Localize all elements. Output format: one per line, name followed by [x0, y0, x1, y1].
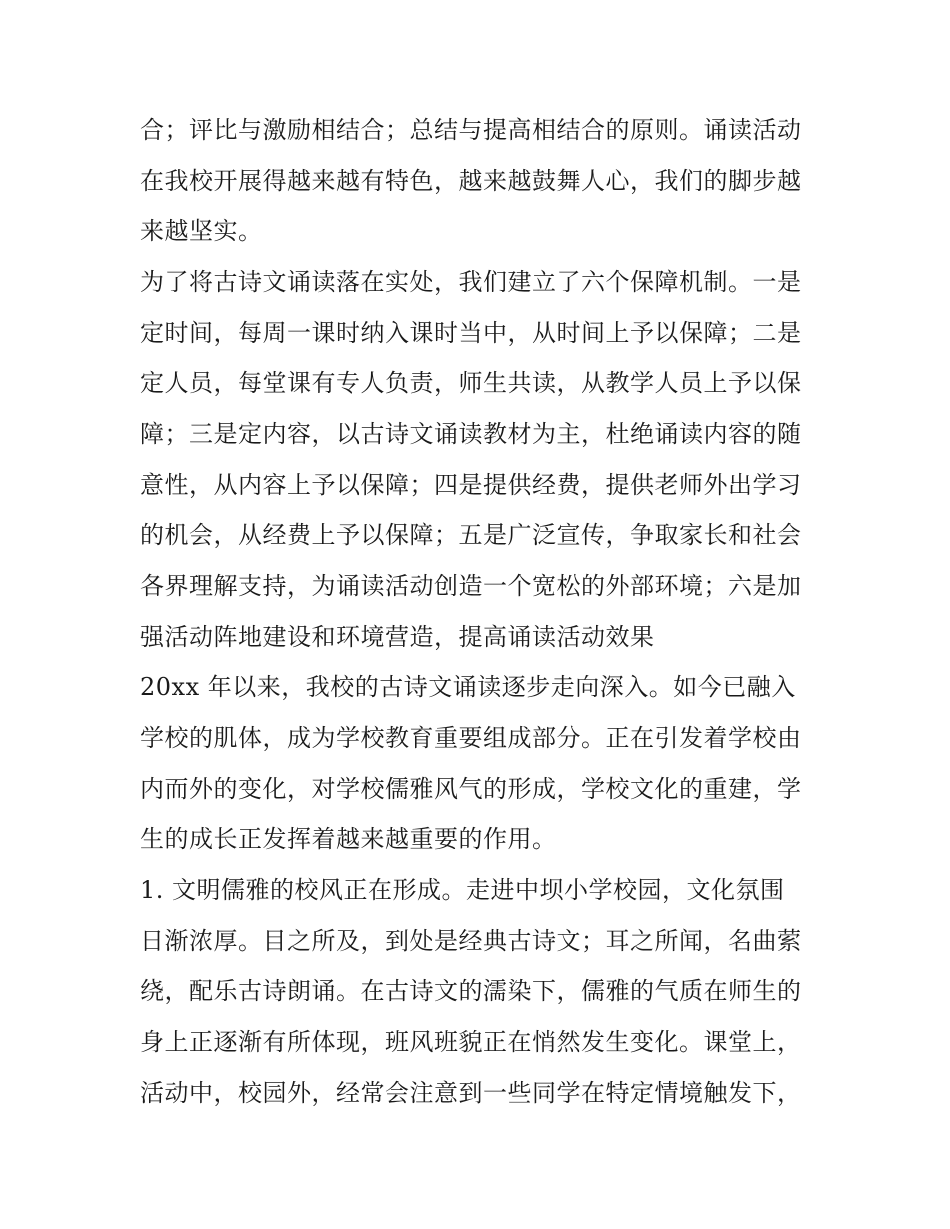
text-line: 日渐浓厚。目之所及，到处是经典古诗文；耳之所闻，名曲萦 — [140, 927, 802, 955]
text-line: 的机会，从经费上予以保障；五是广泛宣传，争取家长和社会 — [140, 521, 802, 549]
text-line: 各界理解支持，为诵读活动创造一个宽松的外部环境；六是加 — [140, 572, 802, 600]
text-line: 1. 文明儒雅的校风正在形成。走进中坝小学校园，文化氛围 — [140, 876, 785, 904]
text-line: 来越坚实。 — [140, 217, 263, 245]
text-line: 意性，从内容上予以保障；四是提供经费，提供老师外出学习 — [140, 471, 802, 499]
text-line: 为了将古诗文诵读落在实处，我们建立了六个保障机制。一是 — [140, 268, 802, 296]
text-line: 生的成长正发挥着越来越重要的作用。 — [140, 825, 557, 853]
text-line: 绕，配乐古诗朗诵。在古诗文的濡染下，儒雅的气质在师生的 — [140, 977, 802, 1005]
text-line: 在我校开展得越来越有特色，越来越鼓舞人心，我们的脚步越 — [140, 167, 802, 195]
text-line: 障；三是定内容，以古诗文诵读教材为主，杜绝诵读内容的随 — [140, 420, 802, 448]
text-line: 活动中，校园外，经常会注意到一些同学在特定情境触发下， — [140, 1079, 802, 1107]
text-line: 内而外的变化，对学校儒雅风气的形成，学校文化的重建，学 — [140, 775, 802, 803]
text-line: 身上正逐渐有所体现，班风班貌正在悄然发生变化。课堂上， — [140, 1028, 802, 1056]
text-line: 强活动阵地建设和环境营造，提高诵读活动效果 — [140, 623, 655, 651]
text-line: 定人员，每堂课有专人负责，师生共读，从教学人员上予以保 — [140, 369, 802, 397]
text-line: 学校的肌体，成为学校教育重要组成部分。正在引发着学校由 — [140, 724, 802, 752]
text-line: 合；评比与激励相结合；总结与提高相结合的原则。诵读活动 — [140, 116, 802, 144]
text-line: 20xx 年以来，我校的古诗文诵读逐步走向深入。如今已融入 — [140, 673, 796, 701]
text-line: 定时间，每周一课时纳入课时当中，从时间上予以保障；二是 — [140, 319, 802, 347]
